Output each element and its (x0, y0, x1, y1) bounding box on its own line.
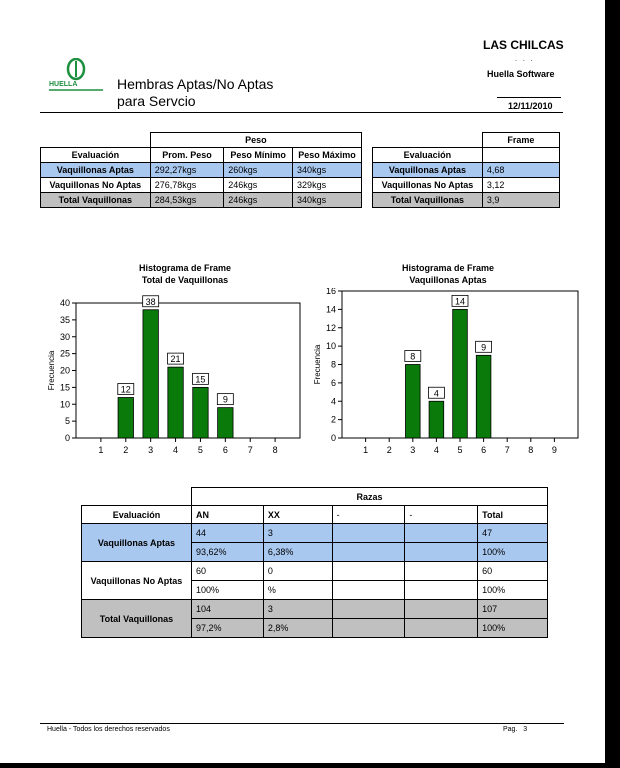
razas-group-header: Razas (191, 488, 547, 506)
chart2-title-line-1: Histograma de Frame (401, 263, 495, 273)
chart1-title (85, 262, 285, 286)
x-tick-label: 9 (551, 445, 557, 455)
bar (453, 309, 468, 438)
y-axis-label: Frecuencia (47, 350, 56, 391)
cell-max: 340kgs (293, 193, 362, 208)
data-label: 9 (222, 394, 228, 405)
x-tick-label: 5 (457, 445, 463, 455)
cell-min: 260kgs (224, 163, 293, 178)
razas-col-xx: XX (263, 506, 332, 524)
cell-pct (405, 619, 478, 638)
data-label: 15 (195, 374, 206, 385)
razas-col-evaluacion: Evaluación (82, 506, 192, 524)
y-tick-label: 10 (325, 341, 336, 352)
plot-frame (76, 303, 300, 438)
header-dots: . . . (515, 56, 535, 63)
row-label: Vaquillonas Aptas (82, 524, 192, 562)
bar (168, 367, 183, 438)
frame-table (372, 132, 560, 208)
cell-count: 107 (478, 600, 548, 619)
cell-pct (332, 543, 405, 562)
cell-prom: 292,27kgs (150, 163, 224, 178)
row-label: Vaquillonas No Aptas (82, 562, 192, 600)
cell-prom: 284,53kgs (150, 193, 224, 208)
razas-table (81, 487, 548, 638)
y-tick-label: 16 (325, 288, 336, 296)
footer-page-number: Pag. 3 (503, 726, 528, 733)
table-row (41, 193, 362, 208)
x-tick-label: 2 (123, 445, 129, 455)
y-tick-label: 0 (64, 433, 70, 443)
data-label: 12 (120, 384, 131, 395)
peso-group-header: Peso (150, 133, 361, 148)
cell-pct (332, 581, 405, 600)
cell-frame: 3,9 (482, 193, 559, 208)
data-label: 14 (454, 296, 466, 307)
title-line-1: Hembras Aptas/No Aptas (117, 76, 274, 92)
row-label: Vaquillonas No Aptas (41, 178, 151, 193)
cell-count (332, 524, 405, 543)
frame-col-empty (482, 148, 559, 163)
razas-col-dash-2: - (405, 506, 478, 524)
x-tick-label: 1 (98, 445, 104, 455)
data-label: 8 (410, 351, 416, 362)
chart1-title-line-2: Total de Vaquillonas (141, 275, 229, 285)
x-tick-label: 3 (148, 445, 154, 455)
chart2-title (348, 262, 548, 286)
cell-frame: 3,12 (482, 178, 559, 193)
cell-count (332, 600, 405, 619)
y-tick-label: 0 (330, 433, 336, 443)
table-row (82, 600, 548, 619)
razas-col-dash-1: - (332, 506, 405, 524)
row-label: Total Vaquillonas (41, 193, 151, 208)
bar (476, 355, 491, 438)
x-tick-label: 8 (528, 445, 534, 455)
report-date: 12/11/2010 (508, 101, 553, 111)
y-tick-label: 15 (59, 382, 70, 393)
razas-col-total: Total (478, 506, 548, 524)
y-tick-label: 8 (330, 359, 336, 370)
logo-text: HUELLA (49, 81, 78, 88)
cell-pct: 97,2% (191, 619, 263, 638)
cell-max: 329kgs (293, 178, 362, 193)
footer-divider (40, 723, 564, 724)
data-label: 38 (145, 296, 156, 307)
huella-logo (47, 58, 105, 96)
y-tick-label: 6 (330, 377, 336, 388)
cell-count (405, 524, 478, 543)
x-tick-label: 5 (197, 445, 203, 455)
x-tick-label: 8 (272, 445, 278, 455)
row-label: Total Vaquillonas (373, 193, 483, 208)
y-tick-label: 14 (325, 304, 336, 315)
frame-group-header: Frame (482, 133, 559, 148)
histogram-total-chart (40, 288, 310, 458)
table-row (82, 524, 548, 543)
chart1-title-line-1: Histograma de Frame (138, 263, 232, 273)
report-title (117, 76, 273, 110)
title-line-2: para Servcio (117, 93, 196, 109)
peso-col-min: Peso Mínimo (224, 148, 293, 163)
row-label: Total Vaquillonas (82, 600, 192, 638)
histogram-aptas-chart (306, 288, 586, 458)
peso-table (40, 132, 362, 208)
cell-pct: 100% (478, 543, 548, 562)
cell-count (332, 562, 405, 581)
cell-min: 246kgs (224, 178, 293, 193)
cell-pct: 100% (191, 581, 263, 600)
bar (429, 401, 444, 438)
cell-count: 60 (478, 562, 548, 581)
y-tick-label: 10 (59, 399, 70, 410)
bar (405, 365, 420, 439)
cell-pct: 6,38% (263, 543, 332, 562)
cell-count: 3 (263, 524, 332, 543)
cell-pct (405, 543, 478, 562)
peso-col-max: Peso Máximo (293, 148, 362, 163)
peso-col-evaluacion: Evaluación (41, 148, 151, 163)
y-tick-label: 2 (330, 414, 336, 425)
x-tick-label: 3 (410, 445, 416, 455)
cell-prom: 276,78kgs (150, 178, 224, 193)
y-tick-label: 20 (59, 365, 70, 376)
table-row (41, 178, 362, 193)
peso-col-prom: Prom. Peso (150, 148, 224, 163)
y-tick-label: 40 (59, 298, 70, 308)
cell-min: 246kgs (224, 193, 293, 208)
row-label: Vaquillonas Aptas (373, 163, 483, 178)
cell-pct: 100% (478, 619, 548, 638)
cell-pct: % (263, 581, 332, 600)
cell-pct: 93,62% (191, 543, 263, 562)
x-tick-label: 6 (222, 445, 228, 455)
cell-count: 3 (263, 600, 332, 619)
row-label: Vaquillonas Aptas (41, 163, 151, 178)
table-row (82, 562, 548, 581)
cell-count: 104 (191, 600, 263, 619)
cell-pct (332, 619, 405, 638)
y-tick-label: 35 (59, 314, 70, 325)
x-tick-label: 4 (173, 445, 179, 455)
x-tick-label: 4 (433, 445, 439, 455)
y-tick-label: 5 (64, 416, 70, 427)
x-tick-label: 6 (481, 445, 487, 455)
cell-max: 340kgs (293, 163, 362, 178)
cell-count: 47 (478, 524, 548, 543)
header-divider (40, 112, 563, 113)
cell-pct (405, 581, 478, 600)
y-tick-label: 30 (59, 331, 70, 342)
cell-count (405, 600, 478, 619)
cell-count: 60 (191, 562, 263, 581)
bar (218, 408, 233, 438)
y-tick-label: 4 (330, 396, 336, 407)
bar (118, 398, 133, 439)
y-axis-label: Frecuencia (313, 344, 322, 385)
data-label: 21 (170, 354, 181, 365)
software-name: Huella Software (487, 69, 555, 79)
data-label: 9 (481, 342, 487, 353)
chart2-title-line-2: Vaquillonas Aptas (409, 275, 487, 285)
razas-table-spacer (82, 488, 192, 506)
data-label: 4 (433, 388, 439, 399)
cell-pct: 2,8% (263, 619, 332, 638)
y-tick-label: 12 (325, 322, 336, 333)
frame-col-evaluacion: Evaluación (373, 148, 483, 163)
bar (193, 387, 208, 438)
date-underline (497, 97, 561, 98)
x-tick-label: 2 (386, 445, 392, 455)
x-tick-label: 7 (504, 445, 510, 455)
peso-table-spacer (41, 133, 151, 148)
table-row (41, 163, 362, 178)
x-tick-label: 7 (247, 445, 253, 455)
x-tick-label: 1 (363, 445, 369, 455)
table-row (373, 178, 560, 193)
footer-copyright: Huella - Todos los derechos reservados (47, 726, 170, 733)
row-label: Vaquillonas No Aptas (373, 178, 483, 193)
frame-table-spacer (373, 133, 483, 148)
y-tick-label: 25 (59, 348, 70, 359)
cell-frame: 4,68 (482, 163, 559, 178)
table-row (373, 163, 560, 178)
cell-count: 0 (263, 562, 332, 581)
cell-count (405, 562, 478, 581)
bar (143, 310, 158, 438)
company-name: LAS CHILCAS (483, 38, 564, 52)
razas-col-an: AN (191, 506, 263, 524)
cell-count: 44 (191, 524, 263, 543)
cell-pct: 100% (478, 581, 548, 600)
table-row (373, 193, 560, 208)
